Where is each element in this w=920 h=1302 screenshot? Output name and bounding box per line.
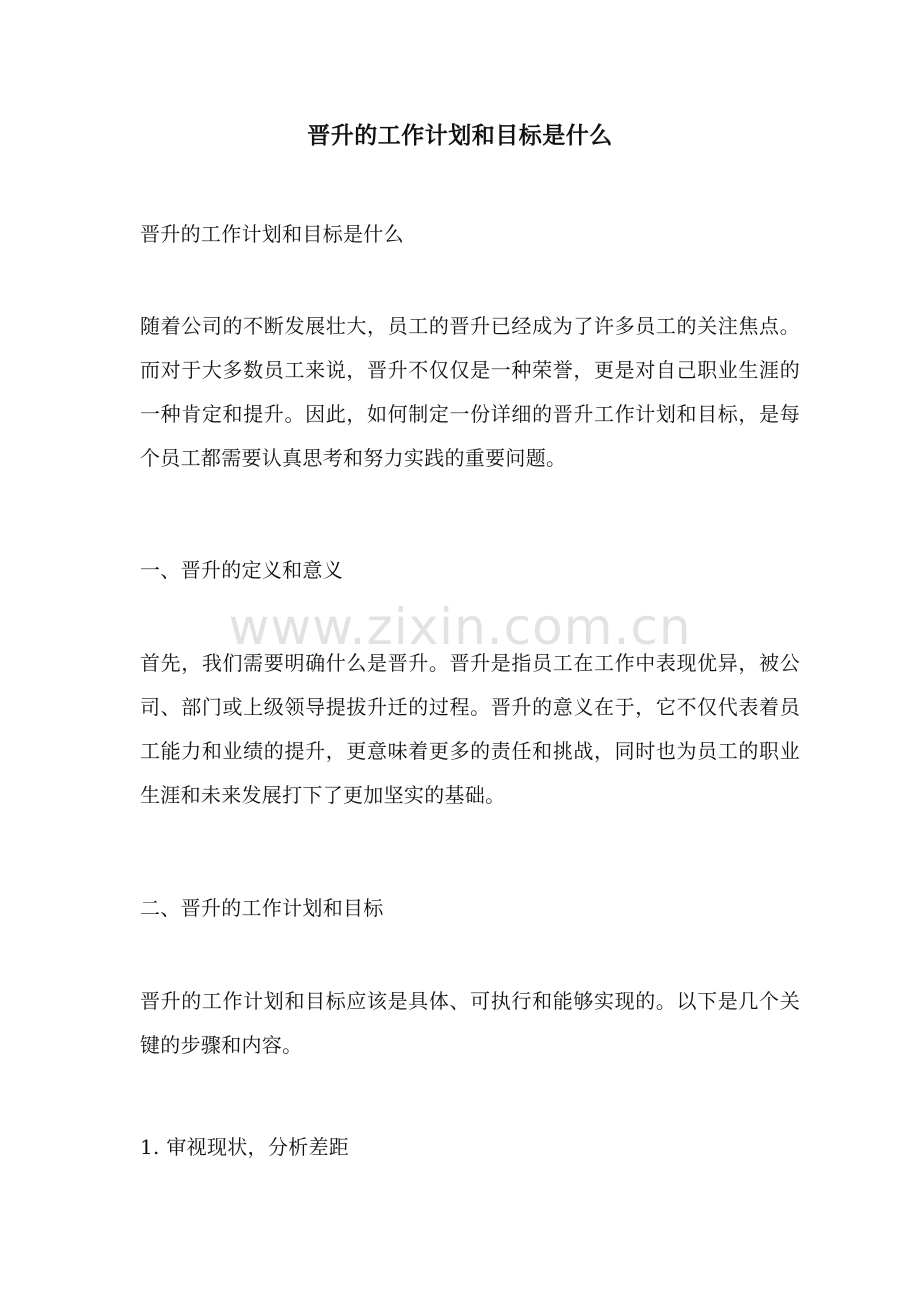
plan-paragraph: 晋升的工作计划和目标应该是具体、可执行和能够实现的。以下是几个关键的步骤和内容。 [140, 989, 800, 1057]
document-subtitle: 晋升的工作计划和目标是什么 [140, 222, 404, 246]
section-heading-definition: 一、晋升的定义和意义 [140, 558, 343, 582]
intro-paragraph: 随着公司的不断发展壮大，员工的晋升已经成为了许多员工的关注焦点。而对于大多数员工来说，晋升不仅仅是一种荣誉，更是对自己职业生涯的一种肯定和提升。因此，如何制定一份详细的晋升工作计划和目标，是每个员工都需要认真思考和努力实践的重要问题。 [140, 314, 800, 470]
definition-paragraph: 首先，我们需要明确什么是晋升。晋升是指员工在工作中表现优异，被公司、部门或上级领导提拔升迁的过程。晋升的意义在于，它不仅代表着员工能力和业绩的提升，更意味着更多的责任和挑战，同时也为员工的职业生涯和未来发展打下了更加坚实的基础。 [140, 651, 800, 807]
document-title: 晋升的工作计划和目标是什么 [307, 122, 613, 149]
step-heading-review: 1. 审视现状，分析差距 [140, 1135, 350, 1159]
site-watermark: www.zixin.com.cn [228, 598, 692, 656]
section-heading-plan: 二、晋升的工作计划和目标 [140, 896, 384, 920]
